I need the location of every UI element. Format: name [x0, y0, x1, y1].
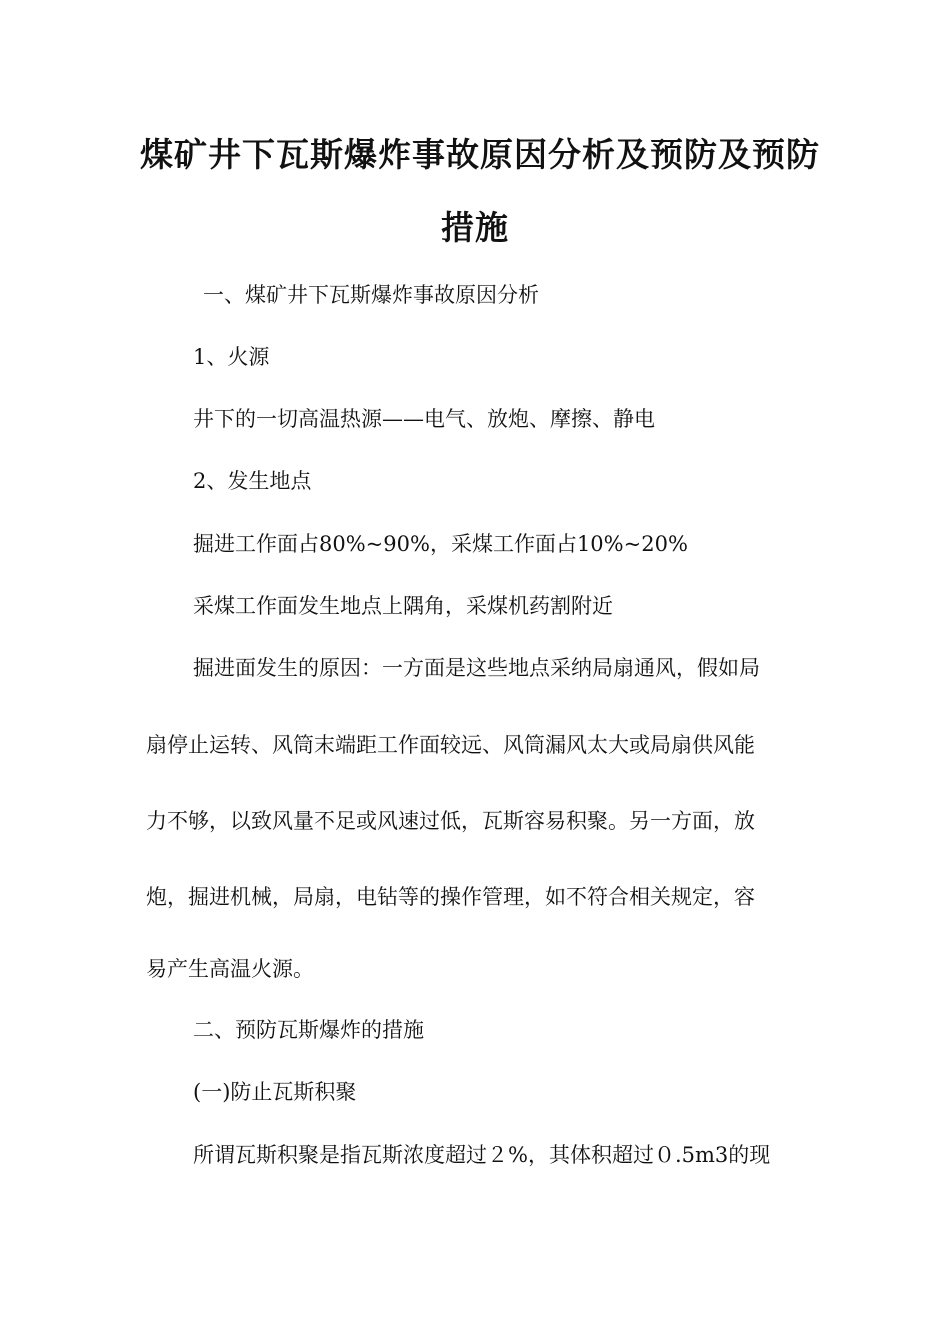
sub-1-text: 所谓瓦斯积聚是指瓦斯浓度超过２%，其体积超过０.5m3的现 — [193, 1143, 771, 1167]
item-2-text-1: 掘进工作面占80%~90%，采煤工作面占10%~20% — [193, 532, 688, 556]
document-title-line-1: 煤矿井下瓦斯爆炸事故原因分析及预防及预防 — [140, 135, 820, 174]
paragraph-line: 力不够，以致风量不足或风速过低，瓦斯容易积聚。另一方面，放 — [146, 809, 755, 833]
sub-1-heading: (一)防止瓦斯积聚 — [193, 1080, 357, 1104]
item-2-heading: 2、发生地点 — [193, 469, 312, 493]
paragraph-line: 扇停止运转、风筒末端距工作面较远、风筒漏风太大或局扇供风能 — [146, 733, 755, 757]
document-title-line-2: 措施 — [441, 208, 509, 247]
item-1-text: 井下的一切高温热源——电气、放炮、摩擦、静电 — [193, 407, 655, 431]
section-2-heading: 二、预防瓦斯爆炸的措施 — [193, 1018, 424, 1042]
paragraph-line: 炮，掘进机械，局扇，电钻等的操作管理，如不符合相关规定，容 — [146, 885, 755, 909]
paragraph-line: 掘进面发生的原因：一方面是这些地点采纳局扇通风，假如局 — [193, 656, 760, 680]
section-1-heading: 一、煤矿井下瓦斯爆炸事故原因分析 — [203, 283, 539, 307]
item-1-heading: 1、火源 — [193, 345, 270, 369]
paragraph-line: 易产生高温火源。 — [146, 957, 314, 981]
item-2-text-2: 采煤工作面发生地点上隅角，采煤机药割附近 — [193, 594, 613, 618]
